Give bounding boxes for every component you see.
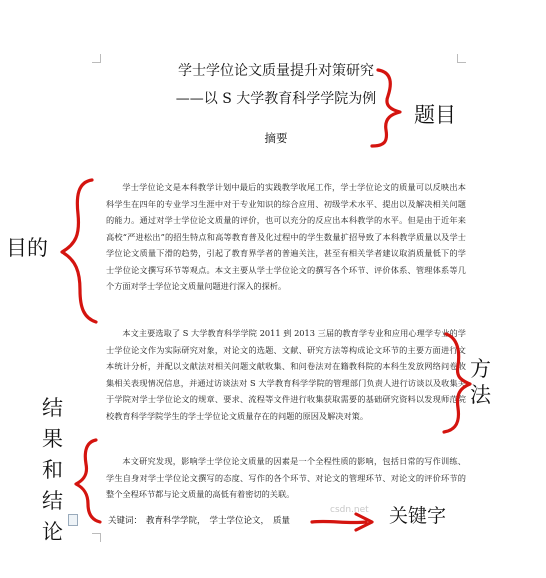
paper-title: 学士学位论文质量提升对策研究 <box>178 63 374 79</box>
abstract-heading: 摘要 <box>264 131 288 145</box>
abstract-paragraph-method: 本文主要选取了 S 大学教育科学学院 2011 到 2013 三届的教育学专业和应用心理学专业的学士学位论文作为实际研究对象，对论文的选题、文献、研究方法等构成论文环节的主要方面进行文本统计分析，并配以文献法对相关问题文献收集、和问卷法对在籍教科院的本科生发放网络问卷收集相关表现情况信息，并通过访谈法对 S 大学教育科学学院的管理部门负责人进行访谈以及收集关于学院对学士学位论文的规章、要求、流程等文件进行收集获取需要的基础研究资料以发现师范院校教育科学学院学生的学士学位论文质量存在的问题的原因及解决对策。 <box>106 328 466 421</box>
watermark: csdn.net <box>330 505 369 515</box>
abstract-paragraph-purpose: 学士学位论文是本科教学计划中最后的实践教学收尾工作，学士学位论文的质量可以反映出本科学生在四年的专业学习生涯中对于专业知识的综合应用、初级学术水平、提出以及解决相关问题的能力。通过对学士学位论文质量的评价，也可以充分的反应出本科教学的水平。但是由于近年来高校“严进松出”的招生特点和高等教育普及化过程中的学生数量扩招导致了本科教学质量以及学士学位论文质量下滑的趋势，引起了教育界学者的普遍关注，甚至有相关学者建议取消质量低下的学士学位论文撰写环节等观点。本文主要从学士学位论文的撰写各个环节、评价体系、管理体系等几个方面对学士学位论文质量问题进行深入的探析。 <box>106 182 466 291</box>
abstract-paragraph-result: 本文研究发现，影响学士学位论文质量的因素是一个全程性质的影响，包括日常的写作训练、学生自身对学士学位论文撰写的态度、写作的各个环节、对论文的管理环节、对论文的评价环节的整个全程环节都与论文质量的高低有着密切的关联。 <box>106 456 466 499</box>
annotation-purpose: 目的 <box>6 236 48 260</box>
keywords-label: 关键词： <box>108 516 143 526</box>
annotation-result: 结果和结论 <box>42 396 63 544</box>
keyword: 质量 <box>273 516 291 526</box>
annotation-title: 题目 <box>414 103 456 127</box>
keyword: 教育科学学院， <box>146 516 206 526</box>
page-corner-mark <box>92 533 101 542</box>
keyword: 学士学位论文， <box>209 516 270 526</box>
document-icon <box>68 514 78 526</box>
paper-subtitle: ——以 S 大学教育科学学院为例 <box>175 91 377 107</box>
annotation-keywords: 关键字 <box>389 505 447 527</box>
document-page <box>88 30 464 570</box>
keywords-line <box>108 514 294 526</box>
annotation-method: 方法 <box>470 357 491 407</box>
